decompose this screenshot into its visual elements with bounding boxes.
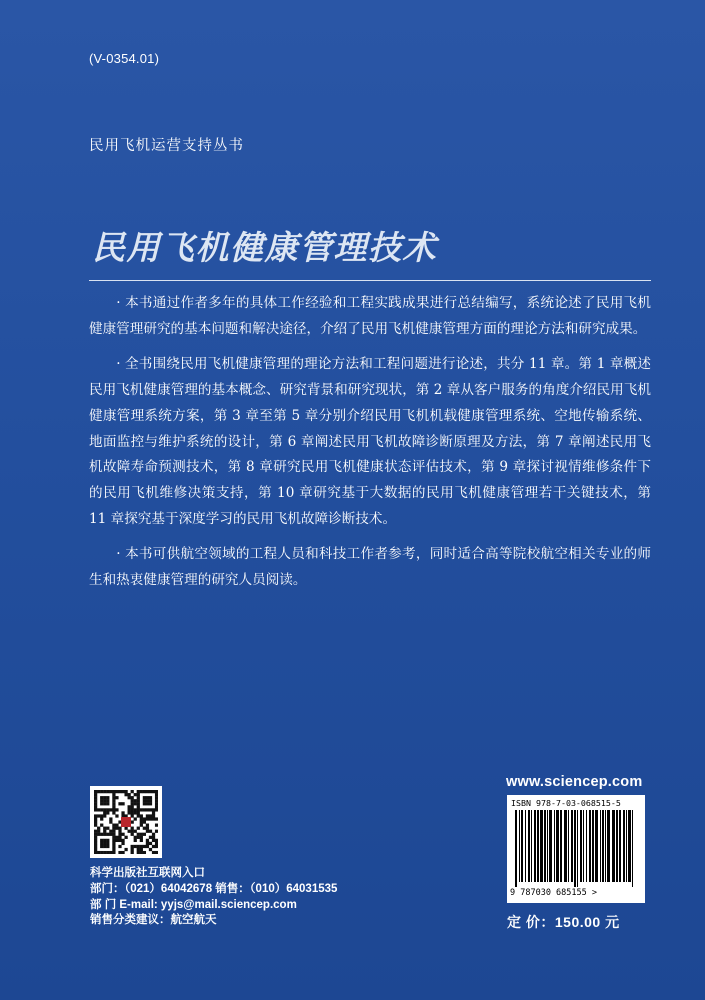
isbn-barcode bbox=[507, 795, 645, 903]
publisher-portal: 科学出版社互联网入口 bbox=[90, 867, 205, 879]
description bbox=[89, 291, 651, 594]
description-paragraph-2: · 全书围绕民用飞机健康管理的理论方法和工程问题进行论述，共分 11 章。第 1 章概述民用飞机健康管理的基本概念、研究背景和研究现状，第 2 章从客户服务的角度介绍民用飞机健康管理系统方案，第 3 章至第 5 章分别介绍民用飞机机载健康管理系统、空地传输系统、地面监控与维护系统的设计，第 6 章阐述民用飞机故障诊断原理及方法，第 7 章阐述民用飞机故障寿命预测技术，第 8 章研究民用飞机健康状态评估技术，第 9 章探讨视情维修条件下的民用飞机维修决策支持，第 10 章研究基于大数据的民用飞机健康管理若干关键技术，第 11 章探究基于深度学习的民用飞机故障诊断技术。 bbox=[89, 355, 651, 528]
price: 定 价：150.00 元 bbox=[507, 914, 620, 930]
book-code: (V-0354.01) bbox=[89, 51, 160, 66]
publisher-phone: 部门：（021）64042678 销售：（010）64031535 bbox=[90, 882, 338, 895]
book-title: 民用飞机健康管理技术 bbox=[92, 228, 437, 267]
isbn-label: ISBN 978-7-03-068515-5 bbox=[511, 798, 621, 808]
description-paragraph-1: · 本书通过作者多年的具体工作经验和工程实践成果进行总结编写，系统论述了民用飞机健康管理研究的基本问题和解决途径，介绍了民用飞机健康管理方面的理论方法和研究成果。 bbox=[89, 295, 651, 337]
barcode-bars bbox=[515, 810, 637, 887]
publisher-contact bbox=[90, 866, 337, 929]
sales-category: 销售分类建议：航空航天 bbox=[90, 914, 217, 927]
publisher-url: www.sciencep.com bbox=[506, 774, 643, 790]
qr-code bbox=[90, 786, 162, 858]
title-divider bbox=[89, 280, 651, 281]
publisher-email: 部 门 E-mail: yyjs@mail.sciencep.com bbox=[90, 898, 297, 911]
isbn-digits: 9 787030 685155 > bbox=[510, 888, 597, 898]
description-paragraph-3: · 本书可供航空领域的工程人员和科技工作者参考，同时适合高等院校航空相关专业的师生和热衷健康管理的研究人员阅读。 bbox=[89, 546, 651, 589]
series-name: 民用飞机运营支持丛书 bbox=[89, 138, 244, 154]
